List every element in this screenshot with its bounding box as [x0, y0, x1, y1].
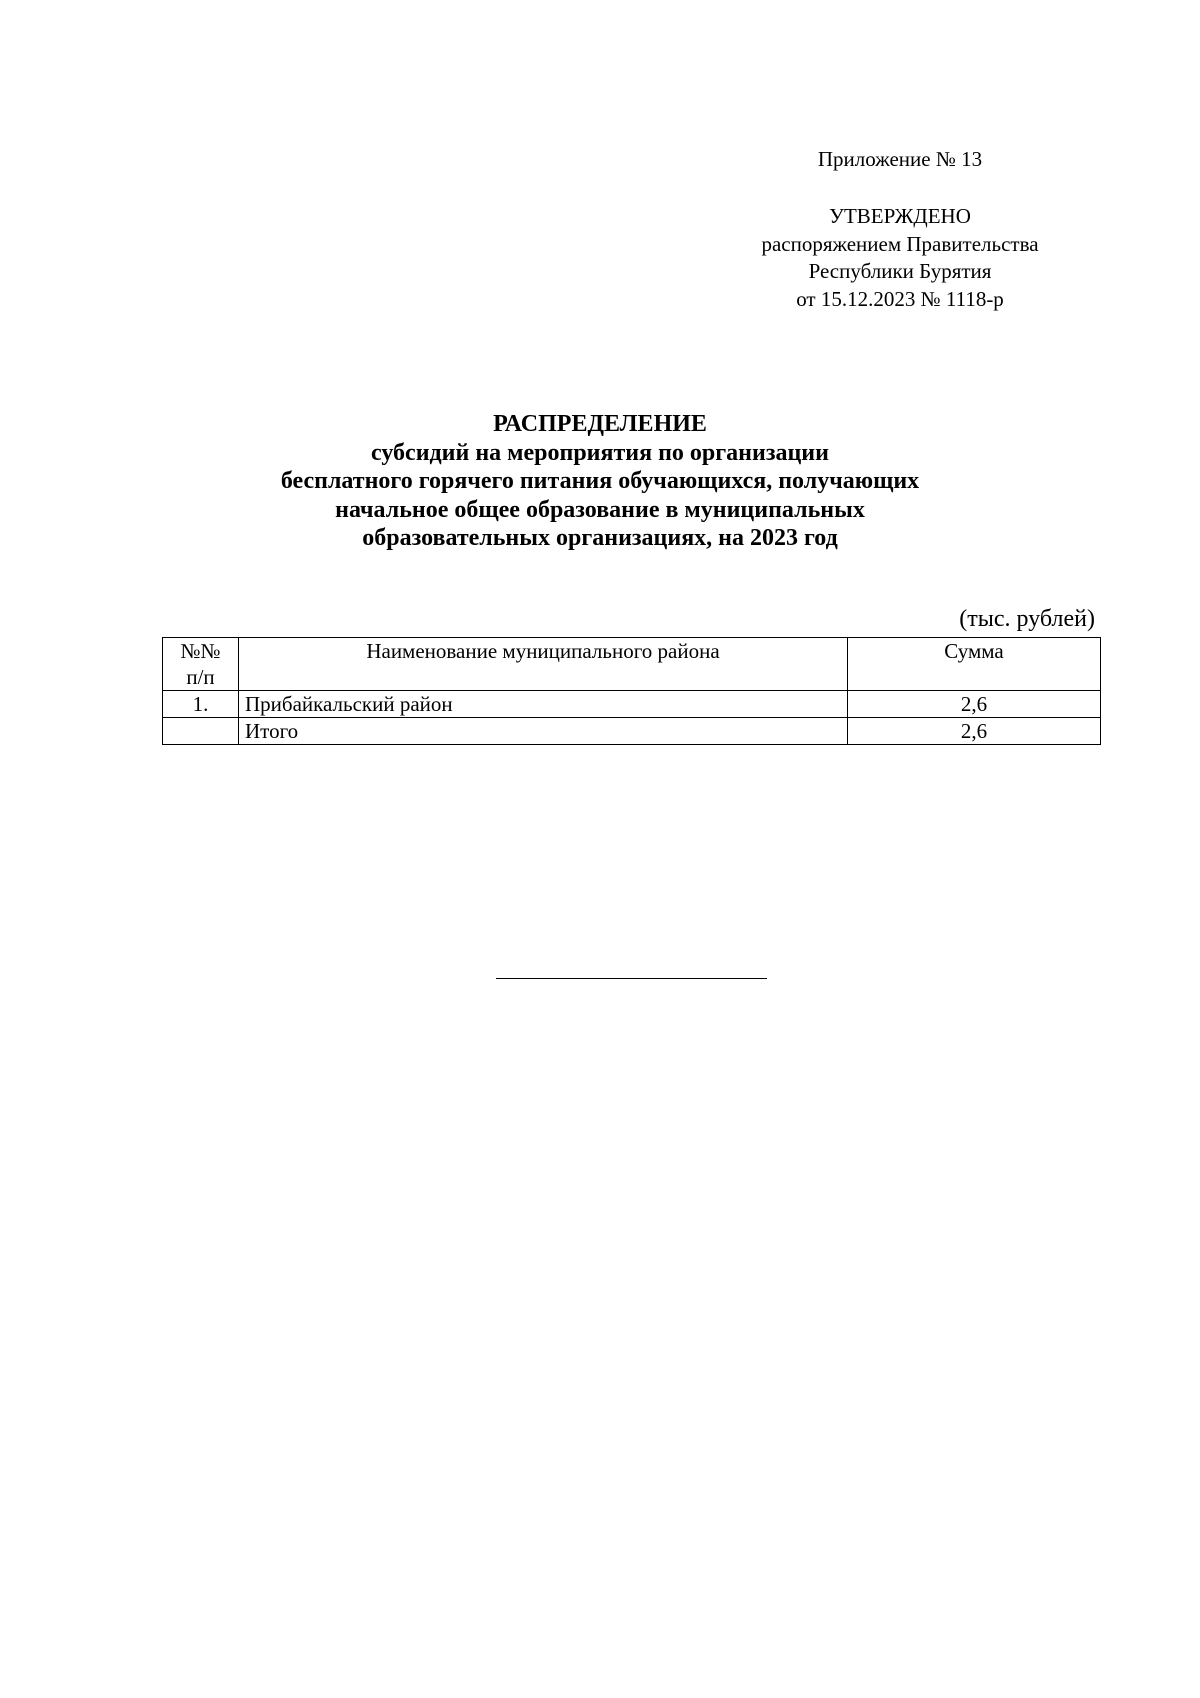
closing-separator-line: [496, 978, 767, 979]
table-total-row: [163, 718, 1101, 745]
document-title: [100, 410, 1100, 553]
table-header-row: [163, 638, 1101, 691]
title-line-5: образовательных организациях, на 2023 год: [362, 525, 838, 551]
header-num: №№ п/п: [163, 638, 239, 691]
row-num: 1.: [163, 691, 239, 718]
title-line-4: начальное общее образование в муниципальных: [335, 496, 865, 523]
approval-region: Республики Бурятия: [808, 259, 992, 283]
approval-date-number: от 15.12.2023 № 1118-р: [796, 286, 1004, 311]
appendix-number: Приложение № 13: [817, 147, 983, 171]
header-district-name: Наименование муниципального района: [239, 638, 848, 691]
approval-heading: УТВЕРЖДЕНО: [829, 204, 971, 228]
approval-authority: распоряжением Правительства: [761, 231, 1039, 256]
total-sum: 2,6: [848, 718, 1101, 745]
header-sum: Сумма: [848, 638, 1101, 691]
title-line-1: РАСПРЕДЕЛЕНИЕ: [493, 411, 707, 437]
title-line-2: субсидий на мероприятия по организации: [371, 439, 829, 466]
distribution-table: [162, 637, 1101, 745]
title-line-3: бесплатного горячего питания обучающихся, получающих: [280, 468, 920, 494]
approval-block: [700, 203, 1100, 313]
row-district-name: Прибайкальский район: [239, 691, 848, 718]
total-num: [163, 718, 239, 745]
total-label: Итого: [239, 718, 848, 745]
row-sum: 2,6: [848, 691, 1101, 718]
units-label: (тыс. рублей): [959, 606, 1095, 632]
table-row: [163, 691, 1101, 718]
